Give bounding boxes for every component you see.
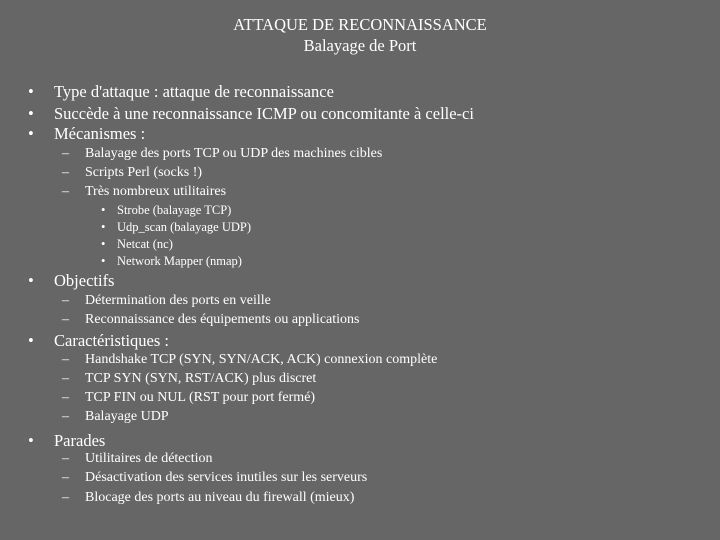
dash-marker: – (62, 451, 69, 466)
list-item-text: Très nombreux utilitaires (85, 184, 227, 199)
list-item-text: Netcat (nc) (117, 237, 173, 251)
list-item-text: Balayage UDP (85, 409, 169, 424)
bullet-marker: • (28, 82, 34, 101)
bullet-marker: • (28, 331, 34, 350)
list-item-text: Udp_scan (balayage UDP) (117, 220, 251, 234)
dash-marker: – (62, 352, 69, 367)
bullet-marker: • (101, 254, 106, 268)
list-item-text: Désactivation des services inutiles sur les serveurs (85, 470, 368, 485)
dash-marker: – (62, 371, 69, 386)
list-item-text: Parades (54, 431, 106, 450)
title-line-2: Balayage de Port (303, 36, 417, 55)
bullet-marker: • (101, 237, 106, 251)
bullet-marker: • (28, 124, 34, 143)
dash-marker: – (62, 409, 69, 424)
list-item-text: TCP FIN ou NUL (RST pour port fermé) (85, 390, 316, 405)
bullet-marker: • (101, 220, 106, 234)
bullet-marker: • (28, 271, 34, 290)
dash-marker: – (62, 390, 69, 405)
bullet-marker: • (28, 431, 34, 450)
dash-marker: – (62, 165, 69, 180)
list-item-text: Balayage des ports TCP ou UDP des machines cibles (85, 146, 383, 161)
list-item-text: Handshake TCP (SYN, SYN/ACK, ACK) connexion complète (85, 352, 438, 367)
list-item-text: Network Mapper (nmap) (117, 254, 242, 268)
list-item-text: Succède à une reconnaissance ICMP ou concomitante à celle-ci (54, 104, 474, 123)
dash-marker: – (62, 470, 69, 485)
list-item-text: Mécanismes : (54, 124, 146, 143)
list-item-text: Strobe (balayage TCP) (117, 203, 232, 217)
list-item-text: Utilitaires de détection (85, 451, 213, 466)
list-item-text: Scripts Perl (socks !) (85, 165, 203, 180)
slide-title (0, 14, 720, 56)
bullet-marker: • (101, 203, 106, 217)
title-line-1: ATTAQUE DE RECONNAISSANCE (233, 15, 487, 34)
dash-marker: – (62, 490, 69, 505)
list-item-text: Reconnaissance des équipements ou applications (85, 312, 360, 327)
list-item-text: Blocage des ports au niveau du firewall (mieux) (85, 490, 355, 505)
list-item-text: Caractéristiques : (54, 331, 170, 350)
list-item-text: Détermination des ports en veille (85, 293, 271, 308)
dash-marker: – (62, 146, 69, 161)
dash-marker: – (62, 184, 69, 199)
list-item-text: Type d'attaque : attaque de reconnaissance (54, 82, 334, 101)
dash-marker: – (62, 293, 69, 308)
list-item-text: Objectifs (54, 271, 115, 290)
bullet-marker: • (28, 104, 34, 123)
list-item-text: TCP SYN (SYN, RST/ACK) plus discret (85, 371, 317, 386)
dash-marker: – (62, 312, 69, 327)
